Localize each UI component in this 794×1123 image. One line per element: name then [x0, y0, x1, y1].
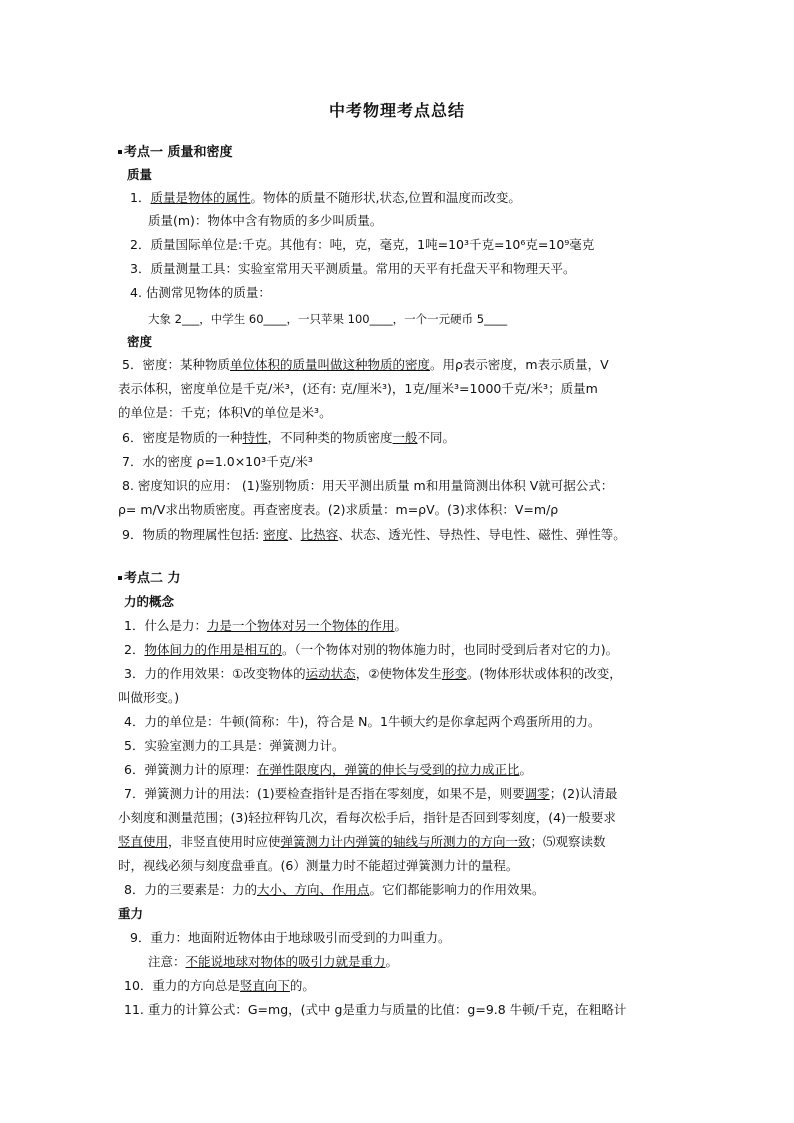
item-8-three-elements: 8．力的三要素是：力的大小、方向、作用点。它们都能影响力的作用效果。 — [124, 882, 545, 897]
section-heading-force — [118, 570, 181, 588]
item-6-spring-scale-principle: 6．弹簧测力计的原理：在弹性限度内，弹簧的伸长与受到的拉力成正比。 — [124, 762, 532, 777]
underlined-text: 密度 — [263, 527, 289, 542]
underlined-text: 调零 — [524, 786, 550, 801]
subheading-gravity: 重力 — [118, 906, 144, 921]
underlined-text: 一般 — [392, 430, 418, 445]
spring-scale-usage-line-3: 竖直使用，非竖直使用时应使弹簧测力计内弹簧的轴线与所测力的方向一致；⑸观察读数 — [118, 834, 606, 849]
item-6-density-property: 6．密度是物质的一种特性，不同种类的物质密度一般不同。 — [122, 430, 456, 445]
item-9-gravity-definition: 9．重力：地面附近物体由于地球吸引而受到的力叫重力。 — [130, 930, 451, 945]
subheading-density: 密度 — [127, 334, 153, 349]
square-bullet-icon — [118, 576, 122, 580]
item-7-water-density: 7．水的密度 ρ=1.0×10³千克/米³ — [122, 454, 313, 469]
item-4-force-unit: 4．力的单位是：牛顿(简称：牛)，符合是 N。1牛顿大约是你拿起两个鸡蛋所用的力。 — [124, 714, 601, 729]
underlined-text: 质量是物体的属性 — [150, 190, 251, 205]
section-heading-text: 考点一 质量和密度 — [124, 145, 233, 160]
underlined-text: 不能说地球对物体的吸引力就是重力 — [185, 954, 386, 969]
underlined-text: 大小、方向、作用点 — [256, 882, 370, 897]
item-4-estimate-mass: 4. 估测常见物体的质量： — [130, 285, 271, 300]
underlined-text: 竖直向下 — [239, 978, 290, 993]
underlined-text: 在弹性限度内，弹簧的伸长与受到的拉力成正比 — [256, 762, 520, 777]
underlined-text: 弹簧测力计内弹簧的轴线与所测力的方向一致 — [280, 834, 531, 849]
item-5-density-definition: 5．密度：某种物质单位体积的质量叫做这种物质的密度。用ρ表示密度，m表示质量，V — [122, 357, 609, 372]
section-heading-mass-density — [118, 144, 233, 162]
section-heading-text: 考点二 力 — [124, 571, 181, 586]
item-8-density-application: 8. 密度知识的应用： (1)鉴别物质：用天平测出质量 m和用量筒测出体积 V就可据公式： — [122, 478, 614, 493]
subheading-force-concept: 力的概念 — [124, 594, 175, 609]
item-11-gravity-formula: 11. 重力的计算公式：G=mg，(式中 g是重力与质量的比值：g=9.8 牛顿/千克，在粗略计 — [124, 1002, 627, 1017]
density-units-line: 表示体积，密度单位是千克/米³，(还有: 克/厘米³)，1克/厘米³=1000千克/米³；质量m — [118, 381, 598, 396]
mass-estimate-blanks: 大象 2___，中学生 60____，一只苹果 100____，一个一元硬币 5____ — [148, 312, 508, 326]
density-formulas: ρ= m/V求出物质密度。再查密度表。(2)求质量：m=ρV。(3)求体积：V=m/ρ — [118, 502, 559, 517]
underlined-text: 物体间力的作用是相互的 — [144, 642, 282, 657]
page-title: 中考物理考点总结 — [328, 101, 465, 120]
item-5-force-tool: 5．实验室测力的工具是：弹簧测力计。 — [124, 738, 345, 753]
mass-definition: 质量(m)：物体中含有物质的多少叫质量。 — [148, 213, 383, 228]
spring-scale-usage-line-4: 时，视线必须与刻度盘垂直。(6）测量力时不能超过弹簧测力计的量程。 — [118, 858, 519, 873]
underlined-text: 竖直使用 — [118, 834, 169, 849]
item-1-what-is-force: 1．什么是力：力是一个物体对另一个物体的作用。 — [124, 618, 407, 633]
item-2-mass-units: 2．质量国际单位是:千克。其他有：吨，克，毫克，1吨=10³千克=10⁶克=10⁹毫克 — [130, 237, 595, 252]
item-3-mass-tools: 3．质量测量工具：实验室常用天平测质量。常用的天平有托盘天平和物理天平。 — [130, 261, 576, 276]
item-7-spring-scale-usage: 7．弹簧测力计的用法：(1)要检查指针是否指在零刻度，如果不是，则要调零；(2)认清最 — [124, 786, 618, 801]
underlined-text: 特性 — [242, 430, 268, 445]
item-9-physical-properties: 9．物质的物理属性包括: 密度、比热容、状态、透光性、导热性、导电性、磁性、弹性等。 — [122, 527, 626, 542]
item-10-gravity-direction: 10．重力的方向总是竖直向下的。 — [124, 978, 315, 993]
underlined-text: 形变 — [441, 666, 467, 681]
underlined-text: 力是一个物体对另一个物体的作用 — [206, 618, 395, 633]
item-1-mass-property: 1．质量是物体的属性。物体的质量不随形状,状态,位置和温度而改变。 — [130, 190, 521, 205]
item-3-force-effects: 3．力的作用效果：①改变物体的运动状态，②使物体发生形变。(物体形状或体积的改变， — [124, 666, 622, 681]
gravity-note: 注意：不能说地球对物体的吸引力就是重力。 — [148, 954, 399, 969]
density-units-line-2: 的单位是：千克；体积V的单位是米³。 — [118, 405, 332, 420]
underlined-text: 运动状态 — [305, 666, 356, 681]
underlined-text: 单位体积的质量叫做这种物质的密度 — [229, 357, 430, 372]
subheading-mass: 质量 — [127, 167, 153, 182]
underlined-text: 比热容 — [300, 527, 339, 542]
spring-scale-usage-line-2: 小刻度和测量范围；(3)轻拉秤钩几次，看每次松手后，指针是否回到零刻度，(4)一般要求 — [118, 810, 616, 825]
square-bullet-icon — [118, 150, 122, 154]
item-2-mutual-force: 2．物体间力的作用是相互的。（一个物体对别的物体施力时，也同时受到后者对它的力)。 — [124, 642, 619, 657]
deformation-note: 叫做形变。) — [118, 690, 180, 705]
